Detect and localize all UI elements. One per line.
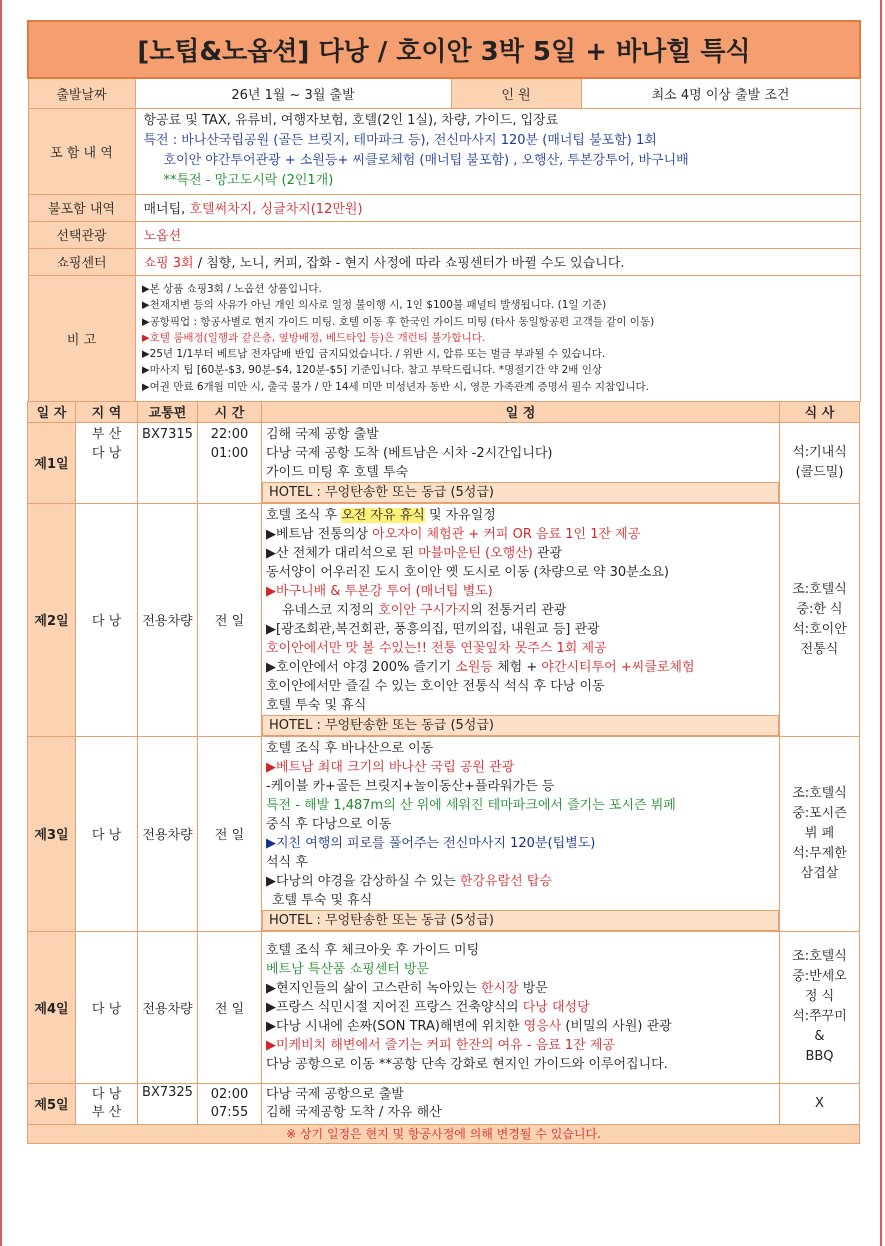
col-meal: 식 사 [780, 401, 860, 422]
hotel-info: HOTEL : 무엉탄송한 또는 동급 (5성급) [262, 715, 779, 736]
time-line: 22:00 [210, 426, 249, 442]
day-schedule [262, 931, 780, 1083]
page-title: [노팁&노옵션] 다낭 / 호이안 3박 5일 + 바나힐 특식 [28, 21, 860, 78]
meal-line: (콜드밀) [795, 464, 844, 480]
schedule-line: 유네스코 지정의 호이안 구시가지의 전통거리 관광 [282, 602, 567, 618]
schedule-line: -케이블 카+골든 브릿지+놀이동산+플라워가든 등 [266, 778, 555, 794]
day-transport: BX7325 [138, 1083, 198, 1124]
schedule-line: 베트남 특산품 쇼핑센터 방문 [266, 961, 430, 977]
schedule-line: 호텔 투숙 및 휴식 [266, 697, 367, 713]
option-label: 선택관광 [28, 221, 135, 248]
include-line-4: **특전 - 망고도시락 (2인1개) [163, 173, 334, 188]
day-schedule [262, 422, 780, 503]
meal-line: 조:호텔식 [792, 785, 847, 801]
include-value [135, 108, 860, 194]
schedule-line: 호텔 조식 후 바나산으로 이동 [266, 740, 434, 756]
schedule-line: 중식 후 다낭으로 이동 [266, 816, 392, 832]
exclude-text-2: 호텔써차지, 싱글차지(12만원) [189, 202, 363, 217]
exclude-text-1: 매너팁, [143, 202, 190, 217]
day-time [198, 422, 262, 503]
time-line: 07:55 [210, 1104, 249, 1120]
day-region: 다 낭 [76, 736, 138, 931]
meal-line: BBQ [805, 1049, 834, 1064]
meal-line: 중:한 식 [796, 601, 843, 617]
meal-line: 석:무제한 [792, 845, 847, 861]
col-day: 일 자 [28, 401, 76, 422]
day-time: 전 일 [198, 736, 262, 931]
exclude-value [135, 194, 860, 221]
region-line: 부 산 [91, 1104, 122, 1120]
region-line: 다 낭 [91, 1086, 122, 1102]
region-line: 부 산 [91, 426, 122, 442]
remarks-list [135, 275, 860, 401]
remark-item: ▶마사지 팁 [60분-$3, 90분-$4, 120분-$5] 기준입니다. 참고 부탁드립니다. *명절기간 약 2배 인상 [141, 364, 602, 377]
day-time [198, 1083, 262, 1124]
meal-line: & [814, 1029, 825, 1044]
schedule-line: 다낭 국제 공항으로 출발 [266, 1086, 404, 1102]
day-meal [780, 931, 860, 1083]
shopping-label: 쇼핑센터 [28, 248, 135, 275]
schedule-table [27, 401, 860, 1144]
meal-line: 중:포시즌 [792, 805, 847, 821]
shopping-detail: / 침향, 노니, 커피, 잡화 - 현지 사정에 따라 쇼핑센터가 바뀔 수도 있습니다. [193, 256, 625, 271]
day-transport: BX7315 [138, 422, 198, 503]
option-value: 노옵션 [135, 221, 860, 248]
hotel-info: HOTEL : 무엉탄송한 또는 동급 (5성급) [262, 910, 779, 931]
day-time: 전 일 [198, 931, 262, 1083]
time-line: 01:00 [210, 445, 249, 461]
meal-line: 정 식 [804, 989, 835, 1004]
meal-line: 뷔 페 [804, 825, 835, 841]
info-table [27, 20, 861, 402]
remark-item: ▶여권 만료 6개월 미만 시, 출국 불가 / 만 14세 미만 미성년자 동반 시, 영문 가족관계 증명서 필수 지참입니다. [141, 380, 649, 393]
day-region [76, 1083, 138, 1124]
day-label: 제4일 [28, 931, 76, 1083]
col-region: 지 역 [76, 401, 138, 422]
remark-item: ▶본 상품 쇼핑3회 / 노옵션 상품입니다. [141, 283, 322, 296]
schedule-line: 호이안에서만 즐길 수 있는 호이안 전통식 석식 후 다낭 이동 [266, 678, 605, 694]
meal-line: 중:반세오 [792, 969, 847, 984]
schedule-line: 다낭 공항으로 이동 **공항 단속 강화로 현지인 가이드와 이루어집니다. [266, 1056, 668, 1072]
include-label: 포 함 내 역 [28, 108, 135, 194]
schedule-line: 호텔 조식 후 오전 자유 휴식 및 자유일정 [266, 507, 496, 523]
col-time: 시 간 [198, 401, 262, 422]
schedule-line: ▶현지인들의 삶이 고스란히 녹아있는 한시장 방문 [266, 980, 548, 996]
people-value: 최소 4명 이상 출발 조건 [581, 78, 860, 108]
schedule-line: ▶지친 여행의 피로를 풀어주는 전신마사지 120분(팁별도) [266, 835, 596, 851]
remarks-label: 비 고 [28, 275, 135, 401]
meal-line: 조:호텔식 [792, 949, 847, 964]
footer-notice: ※ 상기 일정은 현지 및 항공사정에 의해 변경될 수 있습니다. [28, 1124, 860, 1143]
schedule-line: 호이안에서만 맛 볼 수있는!! 전통 연꽃잎차 못주스 1회 제공 [266, 640, 607, 656]
day-region [76, 422, 138, 503]
day-label: 제5일 [28, 1083, 76, 1124]
schedule-line: 호텔 조식 후 체크아웃 후 가이드 미팅 [266, 942, 480, 958]
day-row [28, 503, 860, 736]
time-line: 02:00 [210, 1086, 249, 1102]
day-meal [780, 736, 860, 931]
schedule-line: ▶호이안에서 야경 200% 즐기기 소원등 체험 + 야간시티투어 +씨클로체험 [266, 659, 695, 675]
schedule-line: ▶산 전체가 대리석으로 된 마블마운틴 (오행산) 관광 [266, 545, 563, 561]
day-transport: 전용차량 [138, 503, 198, 736]
meal-line: 전통식 [800, 641, 839, 657]
day-row [28, 1083, 860, 1124]
schedule-line: 김해 국제 공항 출발 [266, 426, 379, 442]
schedule-line: ▶바구니배 & 투본강 투어 (매너팁 별도) [266, 583, 493, 599]
col-schedule: 일 정 [262, 401, 780, 422]
schedule-line: 가이드 미팅 후 호텔 투숙 [266, 464, 409, 480]
schedule-line: 특전 - 해발 1,487m의 산 위에 세워진 테마파크에서 즐기는 포시즌 뷔페 [266, 797, 676, 813]
meal-line: 조:호텔식 [792, 581, 847, 597]
exclude-label: 불포함 내역 [28, 194, 135, 221]
day-meal: X [780, 1083, 860, 1124]
itinerary-document [27, 20, 859, 1144]
day-row [28, 736, 860, 931]
day-transport: 전용차량 [138, 931, 198, 1083]
meal-line: 석:호이안 [792, 621, 847, 637]
schedule-line: 호텔 투숙 및 휴식 [272, 892, 373, 908]
depart-label: 출발날짜 [28, 78, 135, 108]
remark-item: ▶천재지변 등의 사유가 아닌 개인 의사로 일정 불이행 시, 1인 $100불 패널티 발생됩니다. (1일 기준) [141, 299, 607, 312]
day-schedule [262, 503, 780, 736]
shopping-count: 쇼핑 3회 [143, 256, 194, 271]
day-region: 다 낭 [76, 931, 138, 1083]
col-transport: 교통편 [138, 401, 198, 422]
hotel-info: HOTEL : 무엉탄송한 또는 동급 (5성급) [262, 482, 779, 503]
schedule-line: 동서양이 어우러진 도시 호이안 옛 도시로 이동 (차량으로 약 30분소요) [266, 564, 669, 580]
schedule-line: 김해 국제공항 도착 / 자유 해산 [266, 1104, 442, 1120]
include-line-3: 호이안 야간투어관광 + 소원등+ 씨클로체험 (매너팁 불포함) , 오행산, 투본강투어, 바구니배 [163, 153, 689, 168]
people-label: 인 원 [451, 78, 581, 108]
include-line-2: 특전 : 바나산국립공원 (골든 브릿지, 테마파크 등), 전신마사지 120분 (매너팁 불포함) 1회 [143, 133, 657, 148]
day-row [28, 422, 860, 503]
meal-line: 석:쭈꾸미 [792, 1009, 847, 1024]
include-line-1: 항공료 및 TAX, 유류비, 여행자보험, 호텔(2인 1실), 차량, 가이드, 입장료 [143, 113, 559, 128]
schedule-line: ▶[광조회관,복건회관, 풍흥의집, 떤끼의집, 내원교 등] 관광 [266, 621, 600, 637]
remark-item: ▶호텔 룸배정(일행과 같은층, 옆방배정, 베드타입 등)은 개런티 불가합니다. [141, 331, 486, 344]
schedule-line: 석식 후 [266, 854, 308, 870]
day-row [28, 931, 860, 1083]
day-label: 제1일 [28, 422, 76, 503]
day-meal [780, 422, 860, 503]
day-transport: 전용차량 [138, 736, 198, 931]
schedule-line: ▶다낭 시내에 손짜(SON TRA)해변에 위치한 영응사 (비밀의 사원) 관광 [266, 1018, 672, 1034]
schedule-line: 다낭 국제 공항 도착 (베트남은 시차 -2시간입니다) [266, 445, 553, 461]
depart-value: 26년 1월 ~ 3월 출발 [135, 78, 451, 108]
day-label: 제3일 [28, 736, 76, 931]
meal-line: 석:기내식 [792, 444, 847, 460]
day-schedule [262, 1083, 780, 1124]
schedule-line: ▶다낭의 야경을 감상하실 수 있는 한강유람선 탑승 [266, 873, 552, 889]
day-schedule [262, 736, 780, 931]
schedule-line: ▶베트남 최대 크기의 바나산 국립 공원 관광 [266, 759, 515, 775]
schedule-line: ▶프랑스 식민시절 지어진 프랑스 건축양식의 다낭 대성당 [266, 999, 590, 1015]
shopping-value [135, 248, 860, 275]
region-line: 다 낭 [91, 445, 122, 461]
remark-item: ▶25년 1/1부터 베트남 전자담배 반입 금지되었습니다. / 위반 시, 압류 또는 벌금 부과될 수 있습니다. [141, 348, 606, 361]
schedule-line: ▶베트남 전통의상 아오자이 체험관 + 커피 OR 음료 1인 1잔 제공 [266, 526, 641, 542]
day-meal [780, 503, 860, 736]
day-region: 다 낭 [76, 503, 138, 736]
schedule-line: ▶미케비치 해변에서 즐기는 커피 한잔의 여유 - 음료 1잔 제공 [266, 1037, 615, 1053]
day-time: 전 일 [198, 503, 262, 736]
day-label: 제2일 [28, 503, 76, 736]
meal-line: 삼겹살 [800, 865, 839, 881]
remark-item: ▶공항픽업 : 항공사별로 현지 가이드 미팅. 호텔 이동 후 한국인 가이드 미팅 (타사 동일항공편 고객들 같이 이동) [141, 315, 655, 328]
highlight-free-time: 오전 자유 휴식 [341, 507, 425, 523]
